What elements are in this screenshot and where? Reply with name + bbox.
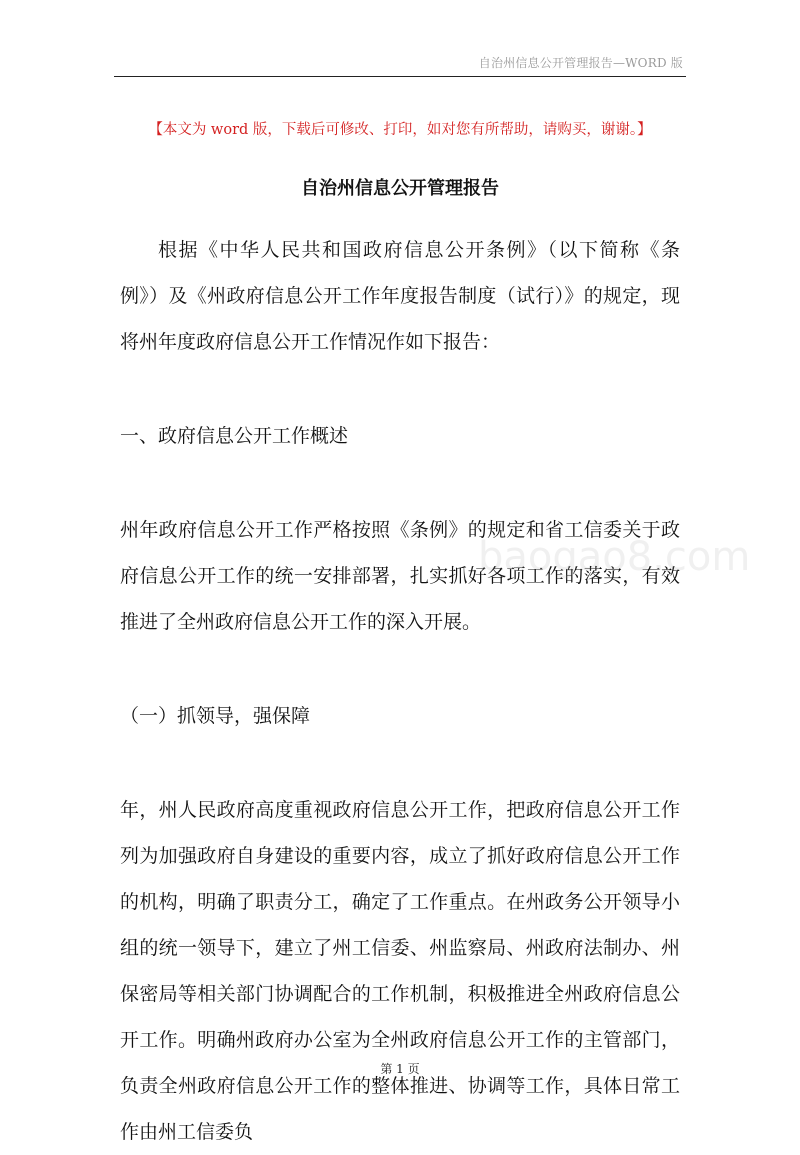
subsection-heading: （一）抓领导，强保障 [120,705,311,727]
intro-paragraph: 根据《中华人民共和国政府信息公开条例》（以下简称《条例》）及《州政府信息公开工作年度报告制度（试行）》的规定，现将州年度政府信息公开工作情况作如下报告： [120,239,680,353]
page-number: 第 1 页 [380,1062,420,1076]
section-heading: 一、政府信息公开工作概述 [120,425,349,447]
document-body [120,227,680,1155]
watermark: baogao8.com [478,534,751,580]
subsection-paragraph: 年，州人民政府高度重视政府信息公开工作，把政府信息公开工作列为加强政府自身建设的重要内容，成立了抓好政府信息公开工作的机构，明确了职责分工，确定了工作重点。在州政务公开领导小组的统一领导下，建立了州工信委、州监察局、州政府法制办、州保密局等相关部门协调配合的工作机制，积极推进全州政府信息公开工作。明确州政府办公室为全州政府信息公开工作的主管部门，负责全州政府信息公开工作的整体推进、协调等工作，具体日常工作由州工信委负 [120,799,680,1143]
section-paragraph: 州年政府信息公开工作严格按照《条例》的规定和省工信委关于政府信息公开工作的统一安排部署，扎实抓好各项工作的落实，有效推进了全州政府信息公开工作的深入开展。 [120,519,680,633]
document-title: 自治州信息公开管理报告 [301,178,499,199]
running-header: 自治州信息公开管理报告—WORD 版 [478,56,683,70]
header-divider [114,76,686,77]
purchase-notice: 【本文为 word 版，下载后可修改、打印，如对您有所帮助，请购买，谢谢。】 [148,122,652,138]
